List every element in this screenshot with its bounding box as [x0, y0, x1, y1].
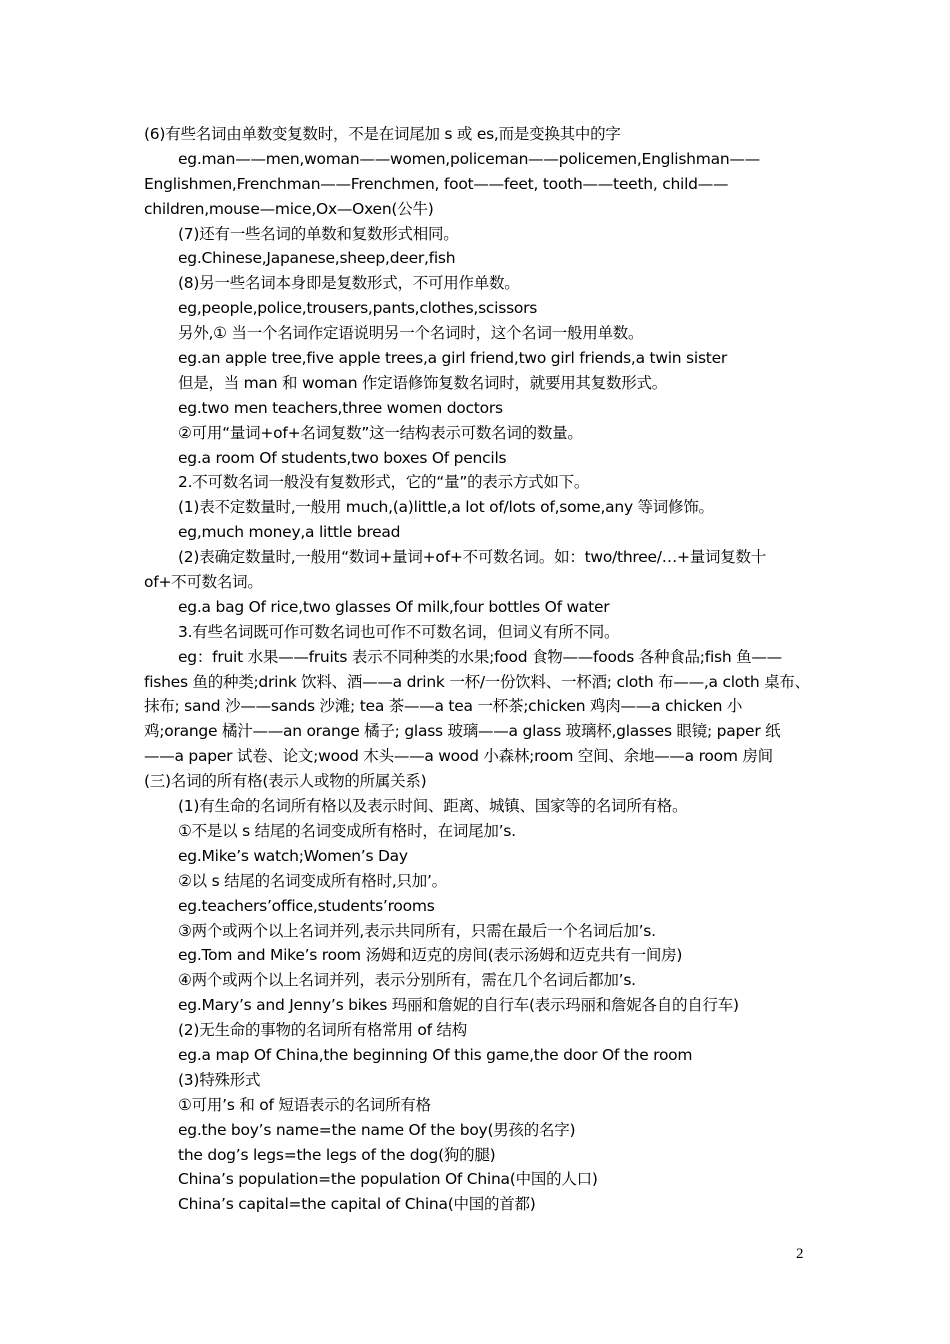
- text-line: ②可用“量词+of+名词复数”这一结构表示可数名词的数量。: [178, 423, 583, 442]
- text-line: (3)特殊形式: [178, 1070, 261, 1089]
- page-number: 2: [796, 1246, 804, 1262]
- text-line: eg.Chinese,Japanese,sheep,deer,fish: [178, 249, 456, 268]
- text-line: eg.two men teachers,three women doctors: [178, 398, 503, 417]
- text-line: (2)无生命的事物的名词所有格常用 of 结构: [178, 1021, 468, 1040]
- text-line: China’s capital=the capital of China(中国的首都): [178, 1195, 536, 1214]
- text-line: eg,people,police,trousers,pants,clothes,scissors: [178, 299, 538, 318]
- text-line: ②以 s 结尾的名词变成所有格时,只加’。: [178, 871, 447, 890]
- text-line: ④两个或两个以上名词并列，表示分别所有，需在几个名词后都加’s.: [178, 971, 636, 990]
- text-line: ①不是以 s 结尾的名词变成所有格时，在词尾加’s.: [178, 821, 516, 840]
- text-line: (1)表不定数量时,一般用 much,(a)little,a lot of/lots of,some,any 等词修饰。: [178, 498, 714, 517]
- text-line: 但是，当 man 和 woman 作定语修饰复数名词时，就要用其复数形式。: [178, 373, 667, 392]
- text-line: of+不可数名词。: [144, 573, 263, 592]
- text-line: eg.an apple tree,five apple trees,a girl friend,two girl friends,a twin sister: [178, 349, 728, 368]
- text-line: (8)另一些名词本身即是复数形式，不可用作单数。: [178, 274, 520, 293]
- text-line: ——a paper 试卷、论文;wood 木头——a wood 小森林;room 空间、余地——a room 房间: [144, 747, 773, 766]
- text-line: eg.a room Of students,two boxes Of pencils: [178, 448, 507, 467]
- text-line: eg.Mike’s watch;Women’s Day: [178, 846, 408, 865]
- section-heading: (三)名词的所有格(表示人或物的所属关系): [144, 772, 427, 791]
- text-line: 鸡;orange 橘汁——an orange 橘子; glass 玻璃——a glass 玻璃杯,glasses 眼镜; paper 纸: [144, 722, 781, 741]
- text-line: the dog’s legs=the legs of the dog(狗的腿): [178, 1145, 496, 1164]
- text-line: 3.有些名词既可作可数名词也可作不可数名词，但词义有所不同。: [178, 622, 620, 641]
- page-body: [144, 122, 808, 1217]
- text-line: (6)有些名词由单数变复数时，不是在词尾加 s 或 es,而是变换其中的字: [144, 125, 621, 143]
- text-line: eg.teachers’office,students’rooms: [178, 896, 435, 915]
- text-line: eg.man——men,woman——women,policeman——policemen,Englishman——: [178, 149, 760, 168]
- text-line: (1)有生命的名词所有格以及表示时间、距离、城镇、国家等的名词所有格。: [178, 797, 688, 816]
- text-line: fishes 鱼的种类;drink 饮料、酒——a drink 一杯/一份饮料、一杯酒; cloth 布——,a cloth 桌布、: [144, 672, 810, 691]
- text-line: 2.不可数名词一般没有复数形式，它的“量”的表示方式如下。: [178, 473, 590, 492]
- text-line: 另外,① 当一个名词作定语说明另一个名词时，这个名词一般用单数。: [178, 324, 644, 343]
- text-line: ③两个或两个以上名词并列,表示共同所有，只需在最后一个名词后加’s.: [178, 921, 656, 940]
- text-line: eg.the boy’s name=the name Of the boy(男孩的名字): [178, 1120, 576, 1139]
- text-line: Englishmen,Frenchman——Frenchmen, foot——feet, tooth——teeth, child——: [144, 174, 729, 193]
- text-line: (2)表确定数量时,一般用“数词+量词+of+不可数名词。如：two/three/…+量词复数十: [178, 548, 766, 567]
- text-line: children,mouse—mice,Ox—Oxen(公牛): [144, 199, 434, 218]
- text-line: (7)还有一些名词的单数和复数形式相同。: [178, 224, 459, 243]
- text-line: eg：fruit 水果——fruits 表示不同种类的水果;food 食物——foods 各种食品;fish 鱼——: [178, 647, 782, 666]
- text-line: eg,much money,a little bread: [178, 523, 401, 542]
- text-line: eg.a map Of China,the beginning Of this game,the door Of the room: [178, 1045, 693, 1064]
- text-line: eg.a bag Of rice,two glasses Of milk,four bottles Of water: [178, 597, 610, 616]
- text-line: China’s population=the population Of China(中国的人口): [178, 1170, 598, 1189]
- text-line: eg.Tom and Mike’s room 汤姆和迈克的房间(表示汤姆和迈克共有一间房): [178, 946, 683, 965]
- text-line: eg.Mary’s and Jenny’s bikes 玛丽和詹妮的自行车(表示玛丽和詹妮各自的自行车): [178, 996, 739, 1015]
- text-line: ①可用’s 和 of 短语表示的名词所有格: [178, 1095, 431, 1114]
- text-line: 抹布; sand 沙——sands 沙滩; tea 茶——a tea 一杯茶;chicken 鸡肉——a chicken 小: [144, 697, 743, 716]
